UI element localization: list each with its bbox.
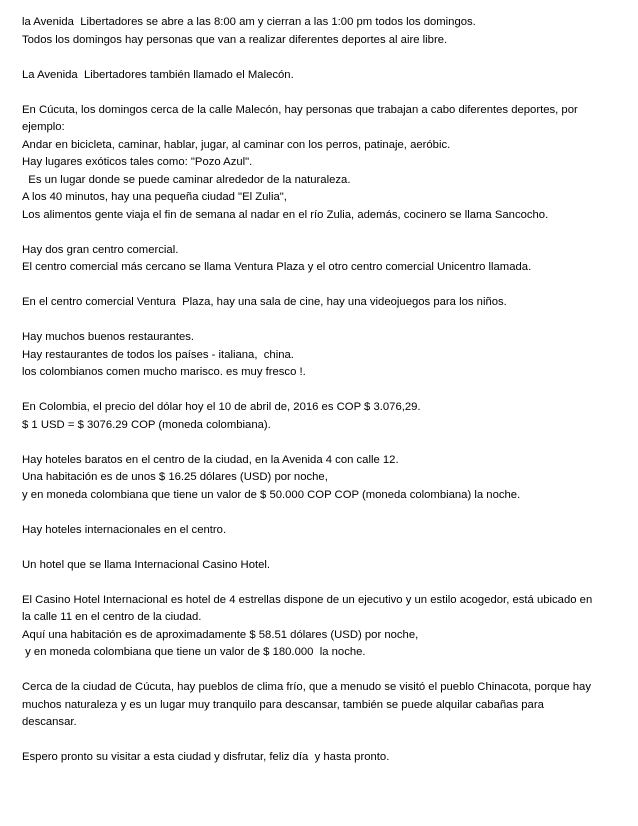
text-line: Hay dos gran centro comercial.: [22, 243, 179, 256]
text-line: En Cúcuta, los domingos cerca de la calle Malecón, hay personas que trabajan a cabo diferentes deportes, por ejemplo:: [22, 103, 581, 133]
text-line: y en moneda colombiana que tiene un valor de $ 50.000 COP COP (moneda colombiana) la noche.: [22, 488, 521, 501]
text-line: Una habitación es de unos $ 16.25 dólares (USD) por noche,: [22, 471, 328, 483]
text-line: Todos los domingos hay personas que van a realizar diferentes deportes al aire libre.: [22, 33, 448, 46]
text-line: Es un lugar donde se puede caminar alrededor de la naturaleza.: [22, 173, 351, 186]
text-line: la Avenida Libertadores se abre a las 8:00 am y cierran a las 1:00 pm todos los domingos.: [22, 16, 476, 28]
text-line: y en moneda colombiana que tiene un valor de $ 180.000 la noche.: [22, 646, 366, 658]
paragraph-avenida-hours: [22, 14, 594, 49]
text-line: Un hotel que se llama Internacional Casino Hotel.: [22, 558, 271, 571]
paragraph-chinacota: [22, 679, 594, 732]
text-line: Los alimentos gente viaja el fin de semana al nadar en el río Zulia, además, cocinero se llama Sancocho.: [22, 208, 549, 221]
paragraph-sports: [22, 102, 594, 225]
document-page: [22, 14, 594, 784]
paragraph-malls: [22, 242, 594, 277]
paragraph-cheap-hotels: [22, 452, 594, 505]
text-line: En el centro comercial Ventura Plaza, hay una sala de cine, hay una videojuegos para los niños.: [22, 296, 507, 308]
paragraph-restaurants: [22, 329, 594, 382]
paragraph-farewell: [22, 749, 594, 767]
paragraph-malecon: [22, 67, 594, 85]
text-line: Hay hoteles internacionales en el centro.: [22, 523, 227, 536]
text-line: Andar en bicicleta, caminar, hablar, jugar, al caminar con los perros, patinaje, aeróbic.: [22, 138, 451, 151]
paragraph-dollar-price: [22, 399, 594, 434]
text-line: $ 1 USD = $ 3076.29 COP (moneda colombiana).: [22, 418, 271, 431]
text-line: Hay restaurantes de todos los países - italiana, china.: [22, 348, 294, 361]
text-line: A los 40 minutos, hay una pequeña ciudad "El Zulia",: [22, 191, 287, 203]
text-line: Hay muchos buenos restaurantes.: [22, 331, 195, 343]
text-line: Hay hoteles baratos en el centro de la ciudad, en la Avenida 4 con calle 12.: [22, 453, 399, 466]
text-line: Cerca de la ciudad de Cúcuta, hay pueblos de clima frío, que a menudo se visitó el pueblo Chinacota, porque hay muchos naturaleza y es un lugar muy tranquilo para descansar, también se puede alquilar cabañas para descansar.: [22, 681, 595, 728]
text-line: El Casino Hotel Internacional es hotel de 4 estrellas dispone de un ejecutivo y un estilo acogedor, está ubicado en la calle 11 en el centro de la ciudad.: [22, 593, 596, 623]
paragraph-casino-hotel-name: [22, 557, 594, 575]
text-line: Espero pronto su visitar a esta ciudad y disfrutar, feliz día y hasta pronto.: [22, 751, 390, 763]
text-line: Hay lugares exóticos tales como: "Pozo Azul".: [22, 156, 253, 168]
paragraph-ventura-plaza: [22, 294, 594, 312]
text-line: los colombianos comen mucho marisco. es muy fresco !.: [22, 366, 306, 378]
text-line: La Avenida Libertadores también llamado el Malecón.: [22, 68, 294, 81]
text-line: Aquí una habitación es de aproximadamente $ 58.51 dólares (USD) por noche,: [22, 628, 419, 641]
text-line: En Colombia, el precio del dólar hoy el 10 de abril de, 2016 es COP $ 3.076,29.: [22, 401, 421, 413]
text-line: El centro comercial más cercano se llama Ventura Plaza y el otro centro comercial Unicentro llamada.: [22, 261, 532, 273]
paragraph-casino-hotel-details: [22, 592, 594, 662]
paragraph-international-hotels: [22, 522, 594, 540]
